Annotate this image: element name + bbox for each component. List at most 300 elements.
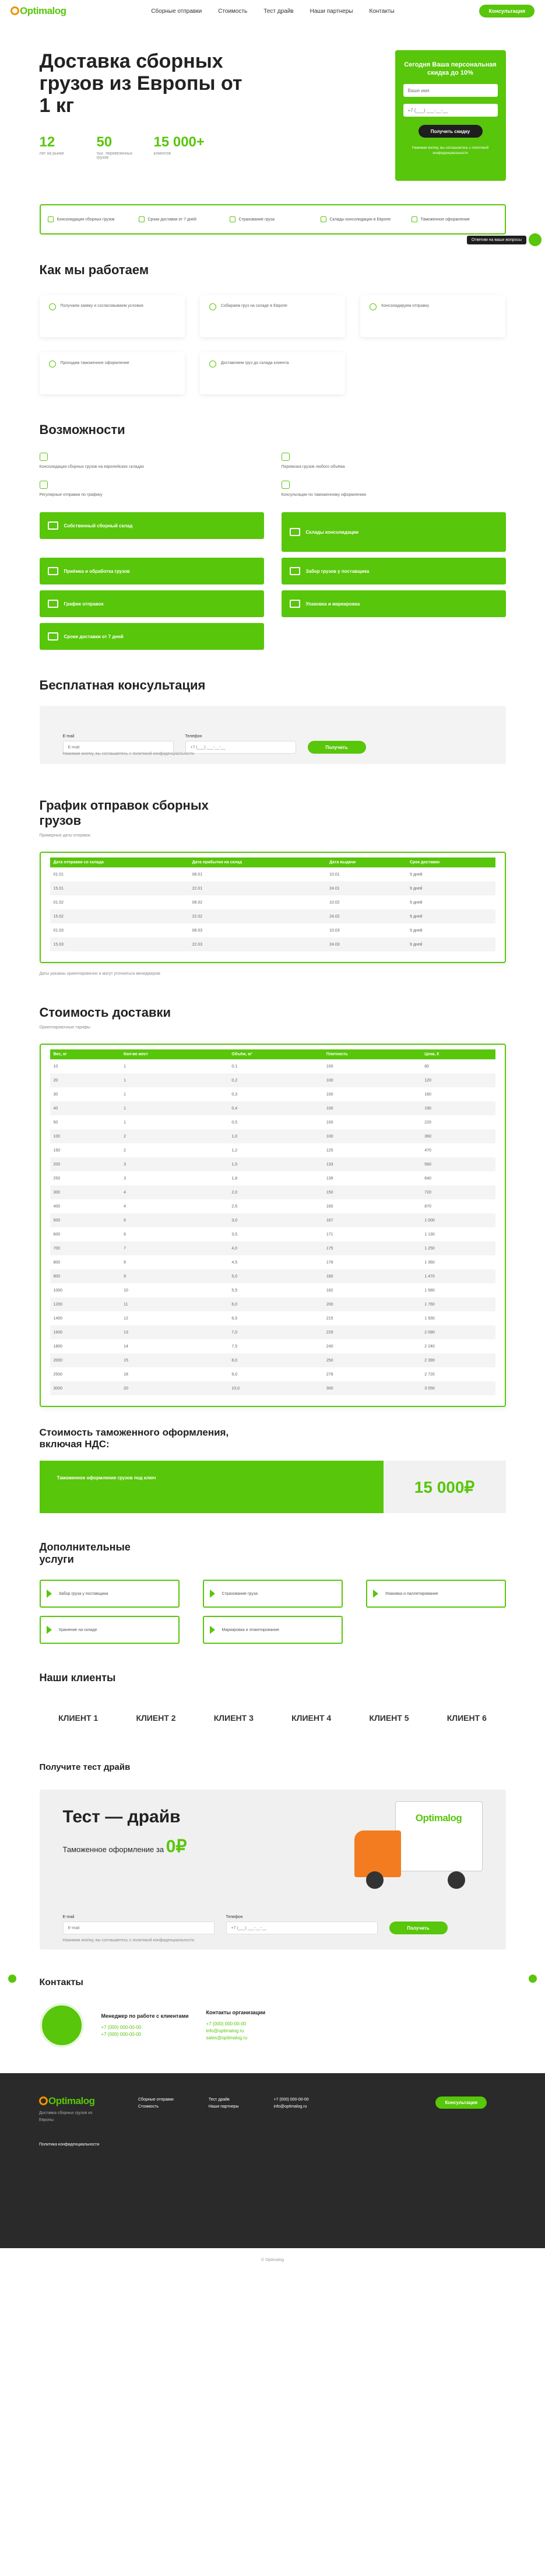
footer-phone[interactable]: +7 (000) 000-00-00: [273, 2098, 309, 2102]
table-cell: 1600: [50, 1325, 121, 1339]
table-cell: 1: [120, 1073, 228, 1087]
table-row: [50, 1087, 495, 1101]
price-table: [50, 1049, 495, 1395]
price-title: Стоимость доставки: [39, 1005, 171, 1020]
opportunity-button[interactable]: [282, 590, 506, 617]
chat-icon[interactable]: [529, 233, 542, 246]
extra-item[interactable]: [40, 1616, 180, 1644]
table-cell: 9 дней: [406, 937, 495, 951]
how-card: [360, 295, 505, 337]
table-row: [50, 1059, 495, 1073]
opportunity-button-label: Собственный сборный склад: [64, 523, 133, 528]
feature-label: Таможенное оформление: [420, 217, 470, 222]
phone-input[interactable]: [185, 741, 296, 754]
warehouse-icon: [290, 528, 300, 536]
opportunity-button[interactable]: [40, 623, 264, 650]
stat: [154, 134, 205, 160]
truck-cab: [354, 1831, 401, 1877]
table-cell: 100: [323, 1073, 421, 1087]
table-cell: 7,5: [231, 1344, 238, 1349]
calendar-icon: [48, 600, 58, 608]
table-cell: 171: [326, 1232, 333, 1237]
table-cell: 200: [323, 1297, 421, 1311]
opportunity-button-label: Забор грузов у поставщика: [305, 568, 370, 574]
table-cell: 150: [53, 1148, 61, 1153]
table-row: [50, 909, 495, 923]
discount-form-title: Сегодня Ваша персональная скидка до 10%: [404, 61, 497, 76]
table-cell: 0,3: [231, 1092, 238, 1097]
feature-label: Склады консолидации в Европе: [329, 217, 391, 222]
table-row: [50, 867, 495, 881]
table-cell: 9 дней: [409, 928, 423, 933]
table-cell: 1 000: [421, 1213, 495, 1227]
table-cell: 2,0: [228, 1185, 322, 1199]
nav-item[interactable]: Контакты: [369, 8, 395, 15]
play-arrow-icon: [210, 1590, 215, 1598]
check-icon: [48, 216, 54, 222]
table-cell: 1: [124, 1092, 126, 1097]
get-discount-button[interactable]: Получить скидку: [419, 125, 483, 138]
table-cell: 10: [124, 1288, 128, 1293]
table-cell: 5,0: [228, 1269, 322, 1283]
discount-form: [395, 50, 506, 181]
table-cell: 1 760: [421, 1297, 495, 1311]
wheel-icon: [448, 1871, 465, 1889]
logo-text: Optimalog: [20, 5, 66, 16]
opportunity-button[interactable]: [40, 558, 264, 584]
manager-name: Менеджер по работе с клиентами: [101, 2013, 189, 2019]
table-cell: 22.02: [189, 909, 326, 923]
table-row: [50, 1199, 495, 1213]
table-cell: 6,0: [228, 1297, 322, 1311]
table-cell: 720: [421, 1185, 495, 1199]
opportunity-button-label: Сроки доставки от 7 дней: [64, 634, 124, 639]
table-cell: 08.03: [192, 928, 203, 933]
opportunity-text: Перевозка грузов любого объёма: [281, 465, 345, 469]
table-row: [50, 1129, 495, 1143]
table-cell: 08.02: [192, 900, 203, 905]
table-cell: 5,5: [231, 1288, 238, 1293]
table-cell: 278: [326, 1372, 333, 1377]
table-cell: 24.01: [326, 881, 406, 895]
table-cell: 3000: [50, 1381, 121, 1395]
table-cell: 10.03: [329, 928, 340, 933]
check-icon: [139, 216, 145, 222]
table-cell: 2: [124, 1148, 126, 1153]
table-cell: 4,0: [228, 1241, 322, 1255]
opportunities-title: Возможности: [39, 422, 125, 437]
footer-link[interactable]: Сборные отправки: [138, 2098, 174, 2102]
feature-label: Консолидация сборных грузов: [57, 217, 115, 222]
nav-item[interactable]: Тест драйв: [263, 8, 294, 15]
table-cell: 150: [323, 1185, 421, 1199]
table-row: [50, 1115, 495, 1129]
table-cell: 2 390: [421, 1353, 495, 1367]
policy-link[interactable]: Политика конфиденциальности: [39, 2143, 100, 2147]
step-icon: [370, 303, 377, 310]
field-label: Телефон: [226, 1915, 243, 1919]
table-cell: 2 720: [424, 1372, 435, 1377]
table-row: [50, 1227, 495, 1241]
table-cell: 50: [53, 1120, 58, 1125]
table-cell: 139: [326, 1176, 333, 1181]
table-cell: 4: [120, 1185, 228, 1199]
table-row: [50, 1367, 495, 1381]
carousel-prev-icon[interactable]: [8, 1975, 16, 1983]
test-submit-button[interactable]: Получить: [389, 1922, 448, 1934]
table-cell: 229: [323, 1325, 421, 1339]
table-row: [50, 1213, 495, 1227]
table-cell: 8: [124, 1260, 126, 1265]
privacy-note: Нажимая кнопку, вы соглашаетесь с политикой конфиденциальности: [62, 752, 195, 756]
opportunity-item: [40, 481, 264, 498]
opportunity-item: [282, 481, 506, 498]
phone-link[interactable]: +7 (000) 000-00-00: [101, 2025, 142, 2030]
truck-icon: [290, 567, 300, 575]
table-cell: 0,4: [228, 1101, 322, 1115]
play-arrow-icon: [47, 1626, 52, 1634]
footer-desc: Доставка сборных грузов из Европы: [39, 2111, 93, 2122]
table-cell: 160: [326, 1204, 333, 1209]
footer-email[interactable]: info@optimalog.ru: [273, 2105, 307, 2109]
customs-title: Стоимость таможенного оформления, включая НДС:: [39, 1427, 229, 1450]
hero-stats: [40, 134, 249, 160]
table-cell: 215: [326, 1316, 333, 1321]
table-cell: 15.01: [50, 881, 189, 895]
table-cell: 6,5: [231, 1316, 238, 1321]
test-form: [63, 1915, 483, 1934]
extra-grid: [40, 1580, 506, 1644]
stat: [97, 134, 138, 160]
play-arrow-icon: [373, 1590, 378, 1598]
schedule-note: Даты указаны ориентировочно и могут уточняться менеджером: [39, 972, 160, 976]
table-cell: 1800: [53, 1344, 63, 1349]
table-cell: 3 050: [421, 1381, 495, 1395]
opportunity-button[interactable]: [282, 558, 506, 584]
table-cell: 30: [53, 1092, 58, 1097]
table-cell: 2000: [50, 1353, 121, 1367]
step-icon: [209, 303, 216, 310]
table-cell: 100: [326, 1120, 333, 1125]
footer-logo[interactable]: [39, 2096, 103, 2105]
table-cell: 560: [421, 1157, 495, 1171]
opportunity-item: [282, 453, 506, 470]
org-phone-link[interactable]: +7 (000) 000-00-00: [206, 2021, 247, 2027]
play-arrow-icon: [47, 1590, 52, 1598]
table-row: [50, 1241, 495, 1255]
truck-icon: [282, 453, 290, 461]
table-cell: 9 дней: [409, 900, 423, 905]
phone-field: [185, 734, 296, 754]
test-heading: Тест — драйв: [62, 1807, 181, 1826]
header-cta-button[interactable]: Консультация: [479, 5, 535, 18]
org-title: Контакты организации: [206, 2010, 266, 2015]
check-icon: [412, 216, 417, 222]
table-cell: 1000: [53, 1288, 63, 1293]
feature-item: [139, 216, 225, 222]
table-row: [50, 1073, 495, 1087]
opportunity-button[interactable]: [40, 512, 264, 539]
email-input[interactable]: [63, 1922, 215, 1934]
wheel-icon: [366, 1871, 384, 1889]
table-cell: 300: [323, 1381, 421, 1395]
opportunity-text: Регулярные отправки по графику: [39, 493, 103, 497]
table-cell: 0,5: [231, 1120, 238, 1125]
extra-title: Дополнительные услуги: [39, 1541, 131, 1565]
table-row: [50, 1171, 495, 1185]
table-cell: 220: [424, 1120, 431, 1125]
table-cell: 250: [323, 1353, 421, 1367]
opportunity-button[interactable]: [40, 590, 264, 617]
box-icon: [48, 567, 58, 575]
client-logo: КЛИЕНТ 3: [213, 1713, 254, 1723]
stat-label: тыс. перевезенных грузов: [96, 152, 133, 160]
table-cell: 133: [323, 1157, 421, 1171]
how-card-text: Консолидируем отправку: [381, 304, 430, 308]
how-card: [40, 295, 185, 337]
table-cell: 900: [50, 1269, 121, 1283]
footer-cta-button[interactable]: Консультация: [435, 2096, 487, 2109]
price-table-box: [40, 1044, 506, 1407]
phone-field: [226, 1915, 378, 1934]
table-cell: 15: [120, 1353, 228, 1367]
how-card-text: Получаем заявку и согласовываем условия: [60, 304, 143, 308]
nav-item[interactable]: Наши партнеры: [310, 8, 353, 15]
nav-item[interactable]: Сборные отправки: [151, 8, 202, 15]
table-cell: 800: [53, 1260, 61, 1265]
table-cell: 8,0: [228, 1353, 322, 1367]
test-title: Получите тест драйв: [39, 1762, 131, 1772]
table-row: [50, 1283, 495, 1297]
table-cell: 180: [323, 1269, 421, 1283]
table-cell: 9 дней: [409, 872, 423, 877]
table-cell: 1: [120, 1101, 228, 1115]
table-cell: 10.02: [329, 900, 340, 905]
table-cell: 3,0: [228, 1213, 322, 1227]
schedule-title: График отправок сборных грузов: [39, 798, 209, 828]
test-subtitle-text: Таможенное оформление за: [62, 1845, 164, 1854]
table-cell: 24.03: [326, 937, 406, 951]
play-arrow-icon: [210, 1626, 215, 1634]
warehouse-icon: [48, 522, 58, 530]
footer-link[interactable]: Наши партнеры: [208, 2105, 239, 2109]
footer-link[interactable]: Стоимость: [138, 2105, 159, 2109]
how-card: [200, 352, 345, 394]
name-input[interactable]: [403, 84, 498, 97]
table-cell: 15.02: [50, 909, 189, 923]
table-cell: 24.02: [326, 909, 406, 923]
extra-item[interactable]: [203, 1580, 343, 1608]
client-logo: КЛИЕНТ 6: [446, 1713, 487, 1723]
check-icon: [321, 216, 326, 222]
tag-icon: [290, 600, 300, 608]
table-cell: 175: [323, 1241, 421, 1255]
how-grid: [40, 295, 506, 394]
table-cell: 160: [424, 1092, 431, 1097]
table-cell: 10.01: [329, 872, 340, 877]
extra-item[interactable]: [203, 1616, 343, 1644]
table-row: [50, 1185, 495, 1199]
table-cell: 182: [326, 1288, 333, 1293]
price-subtitle: Ориентировочные тарифы: [39, 1026, 90, 1030]
chat-label: Ответим на ваши вопросы: [467, 236, 526, 244]
footer: [0, 2073, 545, 2248]
table-cell: 100: [323, 1129, 421, 1143]
feature-label: Сроки доставки от 7 дней: [147, 217, 196, 222]
schedule-table: [50, 858, 495, 951]
table-row: [50, 1325, 495, 1339]
table-cell: 870: [424, 1204, 431, 1209]
opportunity-button-label: График отправок: [64, 601, 104, 607]
extra-item[interactable]: [366, 1580, 506, 1608]
table-cell: 13: [120, 1325, 228, 1339]
privacy-note: Нажимая кнопку, вы соглашаетесь с политикой конфиденциальности: [62, 1938, 195, 1943]
schedule-subtitle: Примерные даты отправок: [39, 834, 90, 838]
phone-link[interactable]: +7 (000) 000-00-00: [101, 2032, 142, 2037]
table-cell: 9: [120, 1269, 228, 1283]
test-price: 0₽: [166, 1837, 187, 1856]
how-card: [40, 352, 185, 394]
how-card: [200, 295, 345, 337]
table-cell: 1: [124, 1120, 126, 1125]
table-header: Объём, м³: [228, 1049, 322, 1059]
table-row: [50, 1101, 495, 1115]
table-cell: 1: [124, 1064, 126, 1069]
logo[interactable]: [10, 5, 66, 17]
opportunity-text: Консультации по таможенному оформлению: [281, 493, 367, 497]
table-cell: 80: [424, 1064, 430, 1069]
truck-logo: Optimalog: [415, 1812, 462, 1824]
feature-label: Страхование груза: [238, 217, 275, 222]
table-row: [50, 1157, 495, 1171]
feature-item: [412, 216, 498, 222]
main-nav: [151, 8, 394, 15]
footer-link[interactable]: Тест драйв: [208, 2098, 230, 2102]
truck-box: [395, 1801, 483, 1871]
table-row: [50, 1353, 495, 1367]
logo-text: Optimalog: [48, 2095, 95, 2106]
table-cell: 18: [124, 1372, 128, 1377]
how-card-text: Собираем груз на складе в Европе: [220, 304, 287, 308]
org-email-link[interactable]: sales@optimalog.ru: [206, 2035, 248, 2041]
nav-item[interactable]: Стоимость: [218, 8, 248, 15]
table-row: [50, 1381, 495, 1395]
table-cell: 08.01: [192, 872, 203, 877]
table-cell: 2: [120, 1129, 228, 1143]
opportunities-grid: [40, 453, 506, 498]
table-cell: 1,5: [228, 1157, 322, 1171]
step-icon: [49, 303, 56, 310]
features-bar: [40, 204, 506, 235]
step-icon: [49, 360, 56, 368]
table-row: [50, 1143, 495, 1157]
check-icon: [230, 216, 235, 222]
table-header: Цена, €: [421, 1049, 495, 1059]
table-cell: 01.01: [53, 872, 64, 877]
org-contacts: [206, 2009, 266, 2042]
table-row: [50, 923, 495, 937]
table-cell: 3: [120, 1157, 228, 1171]
table-cell: 9 дней: [406, 909, 495, 923]
table-cell: 700: [50, 1241, 121, 1255]
opportunity-button-label: Склады консолидации: [305, 529, 359, 535]
table-header: Дата прибытия на склад: [189, 858, 326, 867]
phone-input[interactable]: [226, 1922, 378, 1934]
stat: [40, 134, 80, 160]
table-cell: 7,0: [228, 1325, 322, 1339]
logo-mark-icon: [10, 6, 19, 15]
table-cell: 600: [53, 1232, 61, 1237]
table-cell: 190: [421, 1101, 495, 1115]
extra-item-label: Страхование груза: [221, 1591, 258, 1596]
customs-text: Таможенное оформление грузов под ключ: [40, 1461, 384, 1513]
table-cell: 3,5: [231, 1232, 238, 1237]
table-cell: 2,5: [231, 1204, 238, 1209]
table-cell: 2 090: [421, 1325, 495, 1339]
schedule-table-box: [40, 852, 506, 963]
table-cell: 1,0: [228, 1129, 322, 1143]
table-cell: 1 470: [421, 1269, 495, 1283]
opportunity-button[interactable]: [282, 512, 506, 552]
extra-item-label: Упаковка и паллетирование: [385, 1591, 438, 1596]
opportunity-buttons: [40, 512, 506, 650]
table-cell: 20: [120, 1381, 228, 1395]
contacts-block: [40, 2003, 506, 2048]
clients-title: Наши клиенты: [39, 1672, 116, 1684]
table-cell: 22.01: [189, 881, 326, 895]
table-header: Вес, кг: [50, 1049, 121, 1059]
table-cell: 120: [421, 1073, 495, 1087]
table-cell: 3: [124, 1176, 126, 1181]
extra-item-label: Маркировка и этикетирование: [221, 1628, 280, 1632]
table-cell: 11: [120, 1297, 228, 1311]
org-email-link[interactable]: info@optimalog.ru: [206, 2028, 244, 2034]
hero: [40, 50, 506, 181]
opportunity-item: [40, 453, 264, 470]
opportunity-button-label: Упаковка и маркировка: [305, 601, 360, 607]
table-cell: 100: [50, 1129, 121, 1143]
phone-input[interactable]: [403, 104, 498, 117]
consult-title: Бесплатная консультация: [39, 678, 206, 692]
table-cell: 14: [124, 1344, 128, 1349]
stat-label: клиентов: [153, 152, 171, 156]
table-cell: 200: [50, 1157, 121, 1171]
extra-item[interactable]: [40, 1580, 180, 1608]
contacts-title: Контакты: [39, 1978, 83, 1987]
table-row: [50, 895, 495, 909]
stat-number: 12: [39, 134, 55, 150]
chat-widget[interactable]: [467, 233, 542, 246]
table-row: [50, 1297, 495, 1311]
table-cell: 6: [124, 1232, 126, 1237]
table-cell: 100: [323, 1101, 421, 1115]
table-cell: 125: [326, 1148, 333, 1153]
table-row: [50, 1255, 495, 1269]
table-cell: 250: [53, 1176, 61, 1181]
carousel-next-icon[interactable]: [529, 1975, 537, 1983]
table-cell: 640: [424, 1176, 431, 1181]
consult-submit-button[interactable]: Получить: [308, 741, 366, 754]
table-cell: 7: [120, 1241, 228, 1255]
table-cell: 360: [421, 1129, 495, 1143]
header: [0, 0, 545, 22]
step-icon: [209, 360, 216, 368]
table-cell: 1,2: [231, 1148, 238, 1153]
client-logo: КЛИЕНТ 5: [369, 1713, 409, 1723]
table-row: [50, 881, 495, 895]
table-cell: 100: [326, 1092, 333, 1097]
hero-title: Доставка сборных грузов из Европы от 1 кг: [39, 50, 242, 117]
